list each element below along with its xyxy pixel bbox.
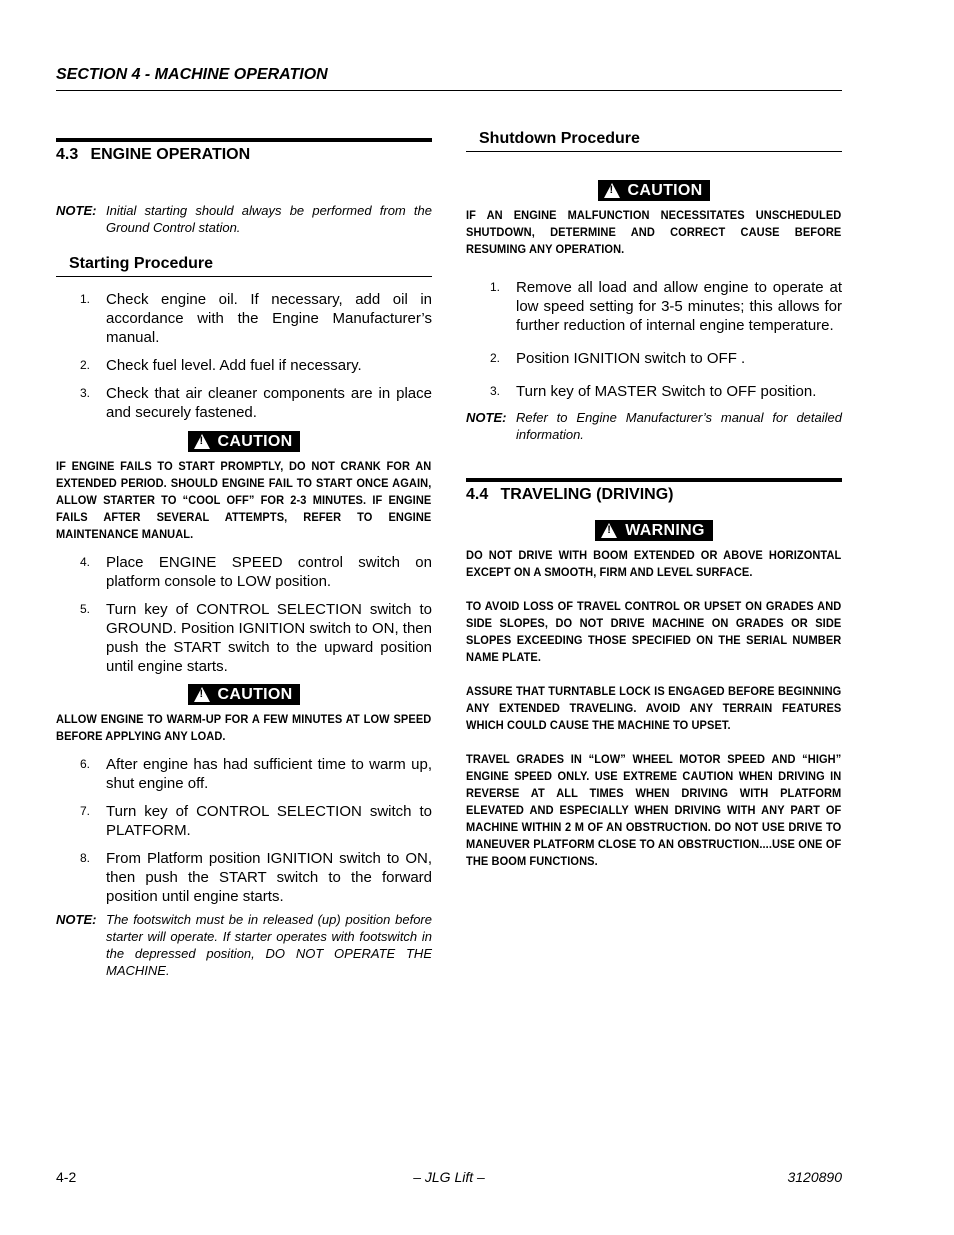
step-text: Turn key of CONTROL SELECTION switch to PLATFORM.	[106, 803, 432, 839]
page-number: 4-2	[56, 1169, 77, 1185]
step-text: After engine has had sufficient time to warm up, shut engine off.	[106, 756, 432, 792]
starting-steps-6-8	[56, 755, 432, 906]
warning-paragraph: TO AVOID LOSS OF TRAVEL CONTROL OR UPSET ON GRADES AND SIDE SLOPES, DO NOT DRIVE MACHINE ON GRADES OR SIDE SLOPES EXCEEDING THOSE SPECIFIED ON THE SERIAL NUMBER NAME PLATE.	[466, 599, 842, 664]
footer-brand: – JLG Lift –	[413, 1169, 485, 1185]
step-item	[56, 802, 432, 840]
note-refer-manual	[466, 409, 842, 443]
document-number: 3120890	[787, 1169, 842, 1185]
section-heading-engine-operation	[56, 138, 432, 164]
step-item	[56, 553, 432, 591]
caution-text-shutdown: IF AN ENGINE MALFUNCTION NECESSITATES UNSCHEDULED SHUTDOWN, DETERMINE AND CORRECT CAUSE BEFORE RESUMING ANY OPERATION.	[466, 208, 842, 256]
step-text: From Platform position IGNITION switch to ON, then push the START switch to the forward position until engine starts.	[106, 850, 432, 905]
step-item	[466, 349, 842, 368]
caution-text-1: IF ENGINE FAILS TO START PROMPTLY, DO NOT CRANK FOR AN EXTENDED PERIOD. SHOULD ENGINE FAIL TO START ONCE AGAIN, ALLOW STARTER TO “COOL OFF” FOR 2-3 MINUTES. IF ENGINE FAILS AFTER SEVERAL ATTEMPTS, REFER TO ENGINE MAINTENANCE MANUAL.	[56, 459, 432, 541]
step-number: 2.	[490, 351, 501, 365]
note-text: Initial starting should always be performed from the Ground Control station.	[106, 203, 432, 235]
step-item	[466, 382, 842, 401]
step-number: 1.	[490, 280, 501, 294]
warning-paragraph: ASSURE THAT TURNTABLE LOCK IS ENGAGED BEFORE BEGINNING ANY EXTENDED TRAVELING. AVOID ANY TERRAIN FEATURES WHICH COULD CAUSE THE MACHINE TO UPSET.	[466, 684, 842, 732]
left-column	[56, 138, 432, 979]
right-column	[466, 130, 842, 870]
section-heading-text: ENGINE OPERATION	[90, 146, 251, 163]
starting-steps-1-3	[56, 290, 432, 422]
section-title: SECTION 4 - MACHINE OPERATION	[56, 66, 328, 83]
step-number: 5.	[80, 602, 91, 616]
caution-badge-2: ! CAUTION	[56, 684, 432, 707]
step-text: Check that air cleaner components are in place and securely fastened.	[106, 385, 432, 421]
step-item	[56, 384, 432, 422]
step-item	[56, 755, 432, 793]
subheading-shutdown-procedure: Shutdown Procedure	[466, 130, 842, 152]
section-number: 4.4	[466, 486, 489, 503]
note-text: The footswitch must be in released (up) position before starter will operate. If starter operates with footswitch in the depressed position, DO NOT OPERATE THE MACHINE.	[106, 912, 432, 978]
step-number: 2.	[80, 358, 91, 372]
subheading-starting-procedure: Starting Procedure	[56, 255, 432, 277]
step-number: 8.	[80, 851, 91, 865]
step-item	[56, 849, 432, 906]
step-text: Position IGNITION switch to OFF .	[516, 350, 746, 367]
caution-badge-1: ! CAUTION	[56, 431, 432, 454]
warning-triangle-icon	[604, 183, 620, 198]
note-text: Refer to Engine Manufacturer’s manual for detailed information.	[516, 410, 842, 442]
warning-badge: ! WARNING	[466, 520, 842, 543]
section-heading-text: TRAVELING (DRIVING)	[500, 486, 674, 503]
step-item	[466, 278, 842, 335]
section-heading-traveling	[466, 478, 842, 504]
step-number: 6.	[80, 757, 91, 771]
warning-triangle-icon	[601, 523, 617, 538]
note-label: NOTE:	[466, 410, 507, 425]
step-number: 7.	[80, 804, 91, 818]
step-number: 4.	[80, 555, 91, 569]
warning-paragraph: DO NOT DRIVE WITH BOOM EXTENDED OR ABOVE HORIZONTAL EXCEPT ON A SMOOTH, FIRM AND LEVEL SURFACE.	[466, 548, 842, 579]
note-initial-starting	[56, 202, 432, 236]
caution-badge-shutdown: ! CAUTION	[466, 180, 842, 203]
step-item	[56, 356, 432, 375]
page-header	[56, 66, 842, 91]
step-text: Remove all load and allow engine to operate at low speed setting for 3-5 minutes; this allows for further reduction of internal engine temperature.	[516, 279, 842, 334]
step-text: Check fuel level. Add fuel if necessary.	[106, 357, 362, 374]
shutdown-steps	[466, 278, 842, 401]
step-text: Place ENGINE SPEED control switch on platform console to LOW position.	[106, 554, 432, 590]
warning-paragraph: TRAVEL GRADES IN “LOW” WHEEL MOTOR SPEED AND “HIGH” ENGINE SPEED ONLY. USE EXTREME CAUTION WHEN DRIVING IN REVERSE AT ALL TIMES WHEN DRIVING WITH PLATFORM ELEVATED AND ESPECIALLY WHEN DRIVING WITH ANY PART OF MACHINE WITHIN 2 M OF AN OBSTRUCTION. DO NOT USE DRIVE TO MANEUVER PLATFORM CLOSE TO AN OBSTRUCTION....USE ONE OF THE BOOM FUNCTIONS.	[466, 752, 842, 868]
note-footswitch	[56, 911, 432, 979]
step-text: Check engine oil. If necessary, add oil in accordance with the Engine Manufacturer’s manual.	[106, 291, 432, 346]
step-item	[56, 290, 432, 347]
starting-steps-4-5	[56, 553, 432, 676]
caution-text-2: ALLOW ENGINE TO WARM-UP FOR A FEW MINUTES AT LOW SPEED BEFORE APPLYING ANY LOAD.	[56, 712, 432, 743]
warning-text	[466, 547, 842, 870]
warning-triangle-icon	[194, 687, 210, 702]
note-label: NOTE:	[56, 203, 97, 218]
step-text: Turn key of CONTROL SELECTION switch to GROUND. Position IGNITION switch to ON, then push the START switch to the upward position until engine starts.	[106, 601, 432, 675]
step-text: Turn key of MASTER Switch to OFF position.	[516, 383, 817, 400]
section-number: 4.3	[56, 146, 79, 163]
step-number: 3.	[80, 386, 91, 400]
warning-triangle-icon	[194, 434, 210, 449]
step-number: 1.	[80, 292, 91, 306]
step-number: 3.	[490, 384, 501, 398]
note-label: NOTE:	[56, 912, 97, 927]
step-item	[56, 600, 432, 676]
